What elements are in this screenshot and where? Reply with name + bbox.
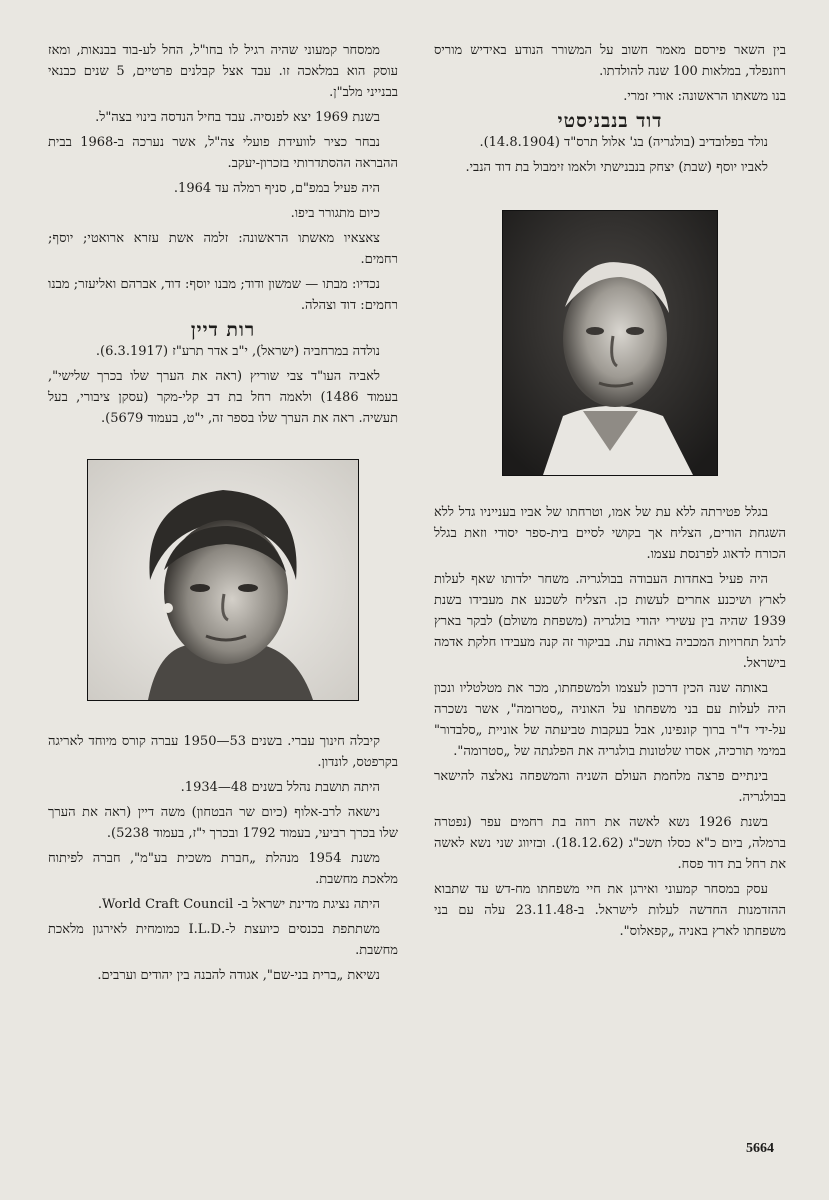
intro-paragraph: בין השאר פירסם מאמר חשוב על המשורר הנודע באידיש מוריס רוזנפלד, במלאות 100 שנה להולדתו. xyxy=(434,43,786,79)
body-paragraph: נישאה לרב-אלוף (כיום שר הבטחון) משה דיין (ראה את הערך שלו בכרך רביעי, בעמוד 1792 ובכרך י"ז, בעמוד 5238). xyxy=(48,805,398,841)
body-paragraph: היתה נציגת מדינת ישראל ב- World Craft Council. xyxy=(97,897,380,912)
body-paragraph: משתתפת בכנסים כיועצת ל-.I.L.D כמומחית לאירגון מלאכת מחשבת. xyxy=(48,922,398,958)
portrait-man-image xyxy=(503,211,717,475)
left-column xyxy=(48,40,398,990)
body-paragraph: קיבלה חינוך עברי. בשנים 53—1950 עברה קורס מיוחד לאריגה בקרפטס, לונדון. xyxy=(48,734,398,770)
birth-line: נולדה במרחביה (ישראל), י"ב אדר תרע"ז (6.3.1917). xyxy=(95,344,380,359)
body-paragraph: היתה תושבת נהלל בשנים 48—1934. xyxy=(180,780,380,795)
right-column xyxy=(434,40,786,946)
portrait-photo-woman xyxy=(87,459,359,701)
entry-heading-david-benvenisti: דוד בנבניסטי xyxy=(557,110,663,132)
body-paragraph: בשנת 1926 נשא לאשה את רוזה בת רחמים עפר (נפטרה ברמלה, ביום כ"א כסלו תשכ"ג (18.12.62). ובזיווג שני נשא לאשה את רחל בת דוד פסח. xyxy=(434,815,786,872)
parents-line: לאביה העו"ד צבי שוריץ (ראה את הערך שלו בכרך שלישי", בעמוד 1486) ולאמה רחל בת דב קלי-מקר (עסקן ציבורי, בעל תעשיה. ראה את הערך שלו בספר זה, י"ט, בעמוד 5679). xyxy=(48,369,398,426)
parents-line: לאביו יוסף (שבת) יצחק בנבנישתי ולאמו זימבול בת דוד הנבי. xyxy=(465,160,768,175)
body-paragraph: משנת 1954 מנהלת „חברת משכית בע"מ", חברה לפיתוח מלאכת מחשבת. xyxy=(48,851,398,887)
body-paragraph: היה פעיל במפ"ם, סניף רמלה עד 1964. xyxy=(173,181,380,196)
body-paragraph: עסק במסחר קמעוני ואירגן את חיי משפחתו מח-דש עד שתבוא ההזדמנות החדשה לעלות לישראל. ב-23.11.48 עלה עם בני משפחתו לארץ באניה „קפאלוס". xyxy=(434,882,787,939)
body-paragraph: בינתיים פרצה מלחמת העולם השניה והמשפחה נאלצה להישאר בבולגריה. xyxy=(434,769,786,805)
portrait-woman-image xyxy=(88,460,358,700)
body-paragraph: כיום מתגורר ביפו. xyxy=(290,206,380,221)
body-paragraph: בשנת 1969 יצא לפנסיה. עבד בחיל הנדסה בינוי בצה"ל. xyxy=(95,110,380,125)
body-paragraph: נשיאת „ברית בני-שם", אגודה להבנה בין יהודים וערבים. xyxy=(97,968,380,983)
entry-heading-ruth-dayan: רות דיין xyxy=(190,319,256,341)
birth-line: נולד בפלובדיב (בולגריה) בג' אלול תרס"ד (14.8.1904). xyxy=(479,135,768,150)
page-number: 5664 xyxy=(746,1141,774,1156)
body-paragraph: היה פעיל באחדות העבודה בבולגריה. משחר ילדותו שאף לעלות לארץ ושיכנע אחרים לעשות כן. הצליח לשכנע את מעבידו בשנת 1939 שהיה בין עשירי יהודי בולגריה (משפחת משולם) לבקר בארץ לרגל תחרויות המכביה באותה עת. בביקור זה קנה מעבידו חלקת אדמה בישראל. xyxy=(434,572,786,671)
body-paragraph: ממסחר קמעוני שהיה רגיל לו בחו"ל, החל לע-בוד בבנאות, ומאז עוסק הוא במלאכה זו. עבד אצל קבלנים פרטיים, 5 שנים כבנאי בבנייני מלב"ן. xyxy=(48,43,398,100)
body-paragraph: באותה שנה הכין דרכון לעצמו ולמשפחתו, מכר את מטלטליו ונכון היה לעלות עם בני משפחתו על האוניה „סטרומה", אשר נשכרה על-ידי ד"ר ברוך קונפינו, אבל בעקבות טביעתה של אוניית „סלבדור" במימי תורכיה, אסרו שלטונות בולגריה את הפלגתה של „סטרומה". xyxy=(434,681,786,759)
intro-credit: בנו משאתו הראשונה: אורי זמרי. xyxy=(623,89,786,104)
body-paragraph: נכדיו: מבתו — שמשון ודוד; מבנו יוסף: דוד, אברהם ואליעזר; מבנו רחמים: דוד וצהלה. xyxy=(48,277,398,313)
portrait-photo-man xyxy=(502,210,718,476)
body-paragraph: צאצאיו מאשתו הראשונה: זלמה אשת עזרא ארואטי; יוסף; רחמים. xyxy=(48,231,398,267)
body-paragraph: נבחר כציר לוועידת פועלי צה"ל, אשר נערכה ב-1968 בבית ההבראה ההסתדרותי בזכרון-יעקב. xyxy=(48,135,398,171)
body-paragraph: בגלל פטירתה ללא עת של אמו, וטרחתו של אביו בענייניו גדל ללא השגחת הורים, הצליח אך בקושי לסיים בית-ספר יסודי וזאת בגלל הכורח לדאוג לפרנסת עצמו. xyxy=(434,505,786,562)
